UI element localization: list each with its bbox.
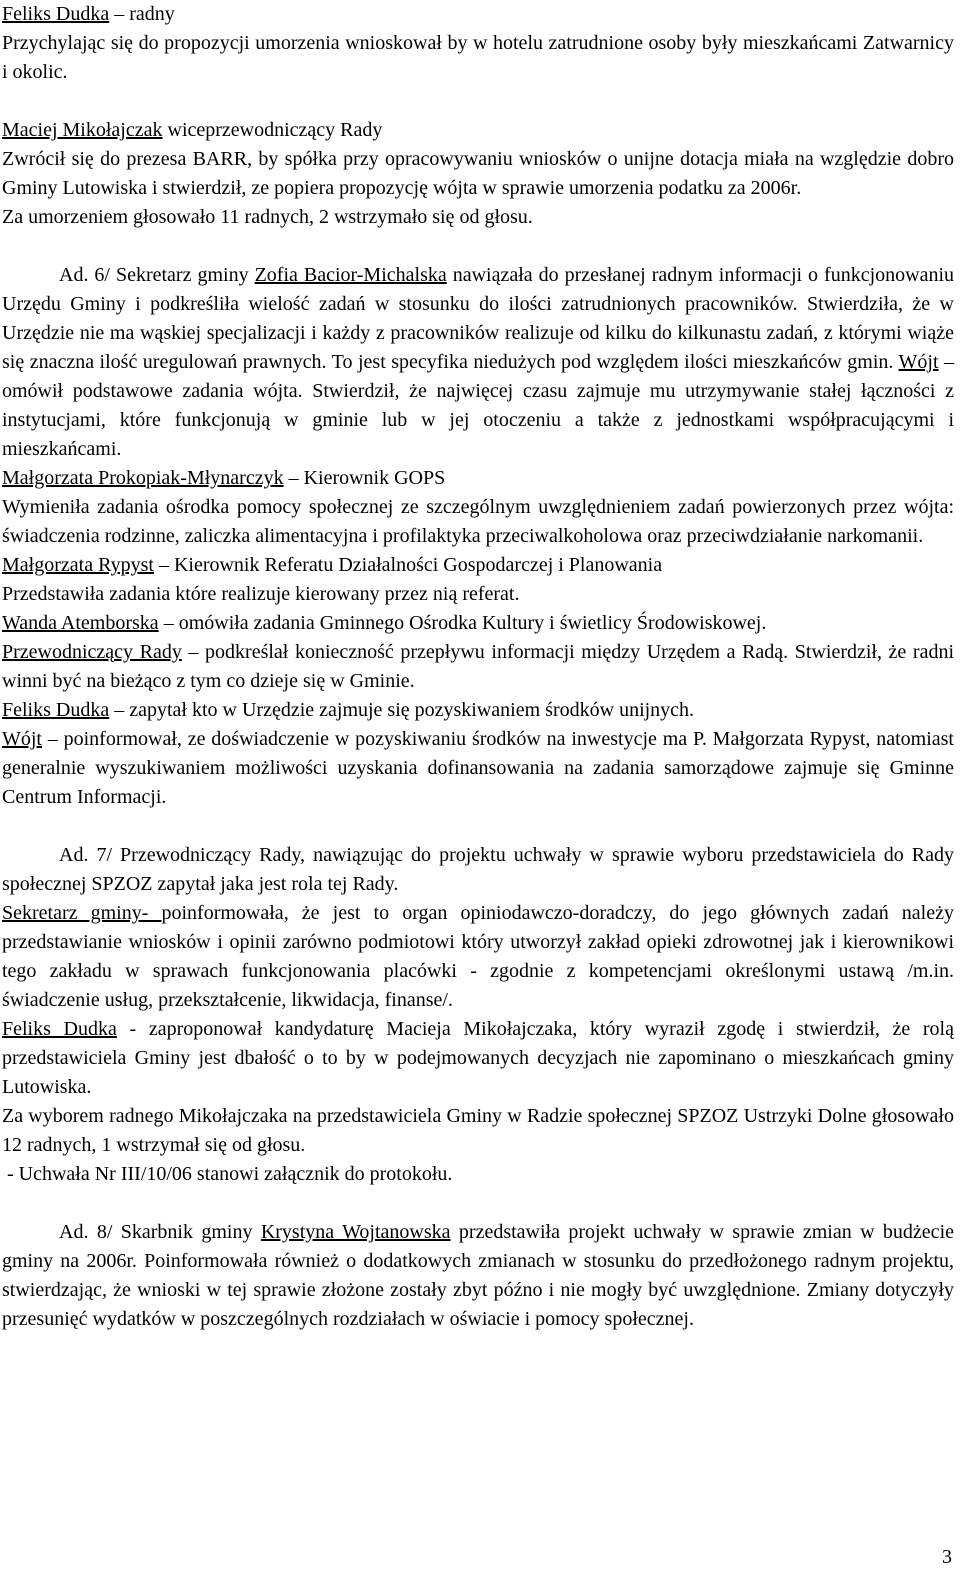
agenda-text: Ad. 8/ Skarbnik gminy bbox=[59, 1221, 261, 1243]
paragraph bbox=[2, 725, 954, 812]
document-page bbox=[2, 0, 954, 1334]
paragraph bbox=[2, 696, 954, 725]
speaker-name: Wójt bbox=[898, 351, 939, 373]
paragraph bbox=[2, 116, 954, 145]
vote-result: Za wyborem radnego Mikołajczaka na przedstawiciela Gminy w Radzie społecznej SPZOZ Ustrzyki Dolne głosowało 12 radnych, 1 wstrzymał się od głosu. bbox=[2, 1105, 954, 1156]
agenda-item-6 bbox=[2, 261, 954, 464]
agenda-text: – omówił podstawowe zadania wójta. Stwierdził, że najwięcej czasu zajmuje mu utrzymywanie stałej łączności z instytucjami, które funkcjonują w gminie lub w jej otoczeniu a także z jednostkami współpracującymi i mieszkańcami. bbox=[2, 351, 955, 460]
speaker-text: – poinformował, ze doświadczenie w pozyskiwaniu środków na inwestycje ma P. Małgorzata Rypyst, natomiast generalnie wyszukiwaniem możliwości uzyskania dofinansowania na zadania samorządowe zajmuje się Gminne Centrum Informacji. bbox=[2, 728, 954, 808]
agenda-item-7: Ad. 7/ Przewodniczący Rady, nawiązując do projektu uchwały w sprawie wyboru przedstawiciela do Rady społecznej SPZOZ zapytał jaka jest rola tej Rady. bbox=[2, 844, 954, 895]
speaker-role: – Kierownik GOPS bbox=[283, 467, 446, 489]
speaker-name: Wanda Atemborska bbox=[2, 612, 159, 634]
speaker-name: Sekretarz gminy- bbox=[2, 902, 162, 924]
paragraph: Przychylając się do propozycji umorzenia wnioskował by w hotelu zatrudnione osoby były mieszkańcami Zatwarnicy i okolic. bbox=[2, 32, 954, 83]
speaker-name: Przewodniczący Rady bbox=[2, 641, 182, 663]
speaker-text: poinformowała, że jest to organ opiniodawczo-doradczy, do jego głównych zadań należy przedstawianie wniosków i opinii zarówno podmiotowi który utworzył zakład opieki zdrowotnej jak i kierownikowi tego zakładu w sprawach funkcjonowania placówki - zgodnie z kompetencjami określonymi ustawą /m.in. świadczenie usług, przekształcenie, likwidacja, finanse/. bbox=[2, 902, 954, 1011]
paragraph bbox=[2, 0, 954, 29]
speaker-name: Feliks Dudka bbox=[2, 1018, 117, 1040]
speaker-role: – Kierownik Referatu Działalności Gospodarczej i Planowania bbox=[153, 554, 663, 576]
speaker-name: Feliks Dudka bbox=[2, 3, 110, 25]
vote-result: Za umorzeniem głosowało 11 radnych, 2 wstrzymało się od głosu. bbox=[2, 206, 533, 228]
speaker-text: – zapytał kto w Urzędzie zajmuje się pozyskiwaniem środków unijnych. bbox=[109, 699, 695, 721]
paragraph: Wymieniła zadania ośrodka pomocy społecznej ze szczególnym uwzględnieniem zadań powierzonych przez wójta: świadczenia rodzinne, zaliczka alimentacyjna i profilaktyka przeciwalkoholowa oraz przeciwdziałanie narkomanii. bbox=[2, 496, 954, 547]
attachment-note: - Uchwała Nr III/10/06 stanowi załącznik do protokołu. bbox=[2, 1163, 453, 1185]
speaker-name: Krystyna Wojtanowska bbox=[260, 1221, 451, 1243]
speaker-name: Maciej Mikołajczak bbox=[2, 119, 163, 141]
speaker-name: Zofia Bacior-Michalska bbox=[254, 264, 447, 286]
speaker-name: Małgorzata Rypyst bbox=[2, 554, 154, 576]
speaker-name: Wójt bbox=[2, 728, 42, 750]
paragraph bbox=[2, 609, 954, 638]
paragraph bbox=[2, 464, 954, 493]
agenda-text: nawiązała do przesłanej radnym informacji o funkcjonowaniu Urzędu Gminy i podkreśliła wielość zadań w stosunku do ilości zatrudnionych pracowników. Stwierdziła, że w Urzędzie nie ma wąskiej specjalizacji i każdy z pracowników realizuje od kilku do kilkunastu zadań, z którymi wiąże się znaczna ilość uregulowań prawnych. To jest specyfika niedużych pod względem ilości mieszkańców gmin. bbox=[2, 264, 955, 373]
speaker-name: Małgorzata Prokopiak-Młynarczyk bbox=[2, 467, 284, 489]
paragraph bbox=[2, 1015, 954, 1102]
paragraph bbox=[2, 551, 954, 580]
agenda-text: przedstawiła projekt uchwały w sprawie zmian w budżecie gminy na 2006r. Poinformowała również o dodatkowych zmianach w stosunku do przedłożonego radnym projektu, stwierdzając, że wnioski w tej sprawie złożone zostały zbyt późno i nie mogły być uwzględnione. Zmiany dotyczyły przesunięć wydatków w poszczególnych rozdziałach w oświacie i pomocy społecznej. bbox=[2, 1221, 954, 1330]
speaker-role: – radny bbox=[109, 3, 175, 25]
paragraph: Zwrócił się do prezesa BARR, by spółka przy opracowywaniu wniosków o unijne dotacja miała na względzie dobro Gminy Lutowiska i stwierdził, ze popiera propozycję wójta w sprawie umorzenia podatku za 2006r. bbox=[2, 148, 954, 199]
speaker-text: - zaproponował kandydaturę Macieja Mikołajczaka, który wyraził zgodę i stwierdził, że rolą przedstawiciela Gminy jest dbałość o to by w podejmowanych decyzjach nie zapominano o mieszkańcach gminy Lutowiska. bbox=[2, 1018, 954, 1098]
paragraph bbox=[2, 899, 954, 1015]
speaker-text: – podkreślał konieczność przepływu informacji między Urzędem a Radą. Stwierdził, że radni winni być na bieżąco z tym co dzieje się w Gminie. bbox=[2, 641, 954, 692]
paragraph bbox=[2, 638, 954, 696]
paragraph: Przedstawiła zadania które realizuje kierowany przez nią referat. bbox=[2, 583, 520, 605]
agenda-text: Ad. 6/ Sekretarz gminy bbox=[59, 264, 255, 286]
page-number: 3 bbox=[942, 1546, 952, 1568]
speaker-name: Feliks Dudka bbox=[2, 699, 110, 721]
speaker-role: wiceprzewodniczący Rady bbox=[162, 119, 383, 141]
agenda-item-8 bbox=[2, 1218, 954, 1334]
speaker-text: – omówiła zadania Gminnego Ośrodka Kultury i świetlicy Środowiskowej. bbox=[158, 612, 767, 634]
